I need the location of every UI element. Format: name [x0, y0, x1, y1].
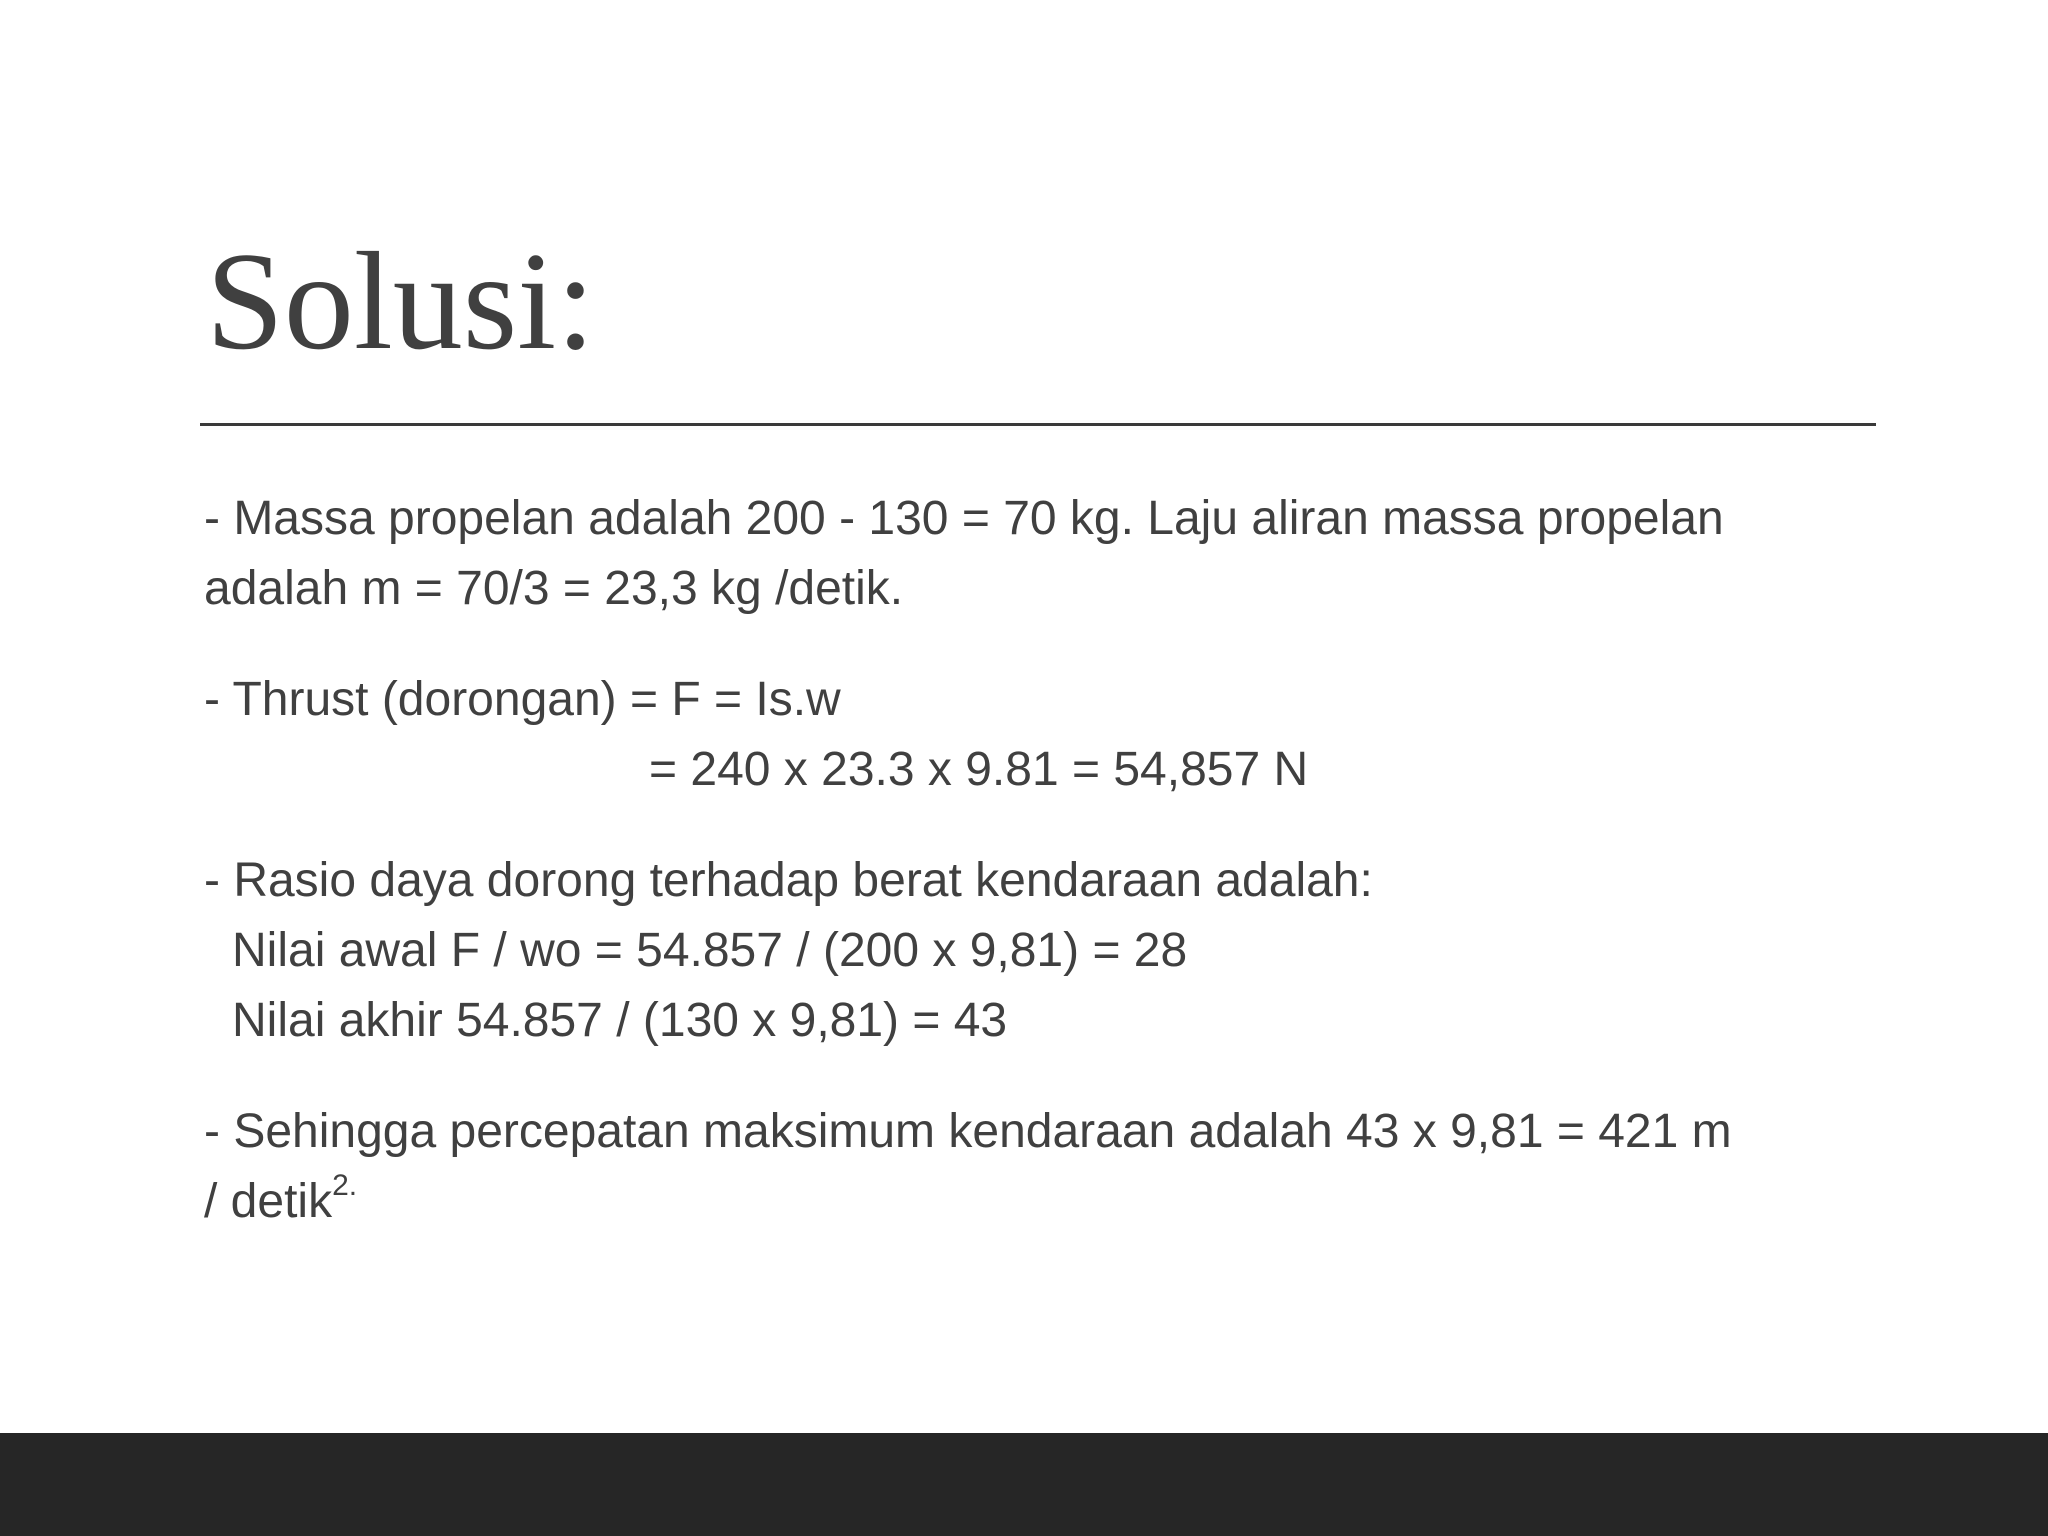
propellant-mass-line-1: - Massa propelan adalah 200 - 130 = 70 kg. Laju aliran massa propelan	[204, 492, 1724, 545]
paragraph-propellant-mass	[204, 484, 1884, 624]
thrust-ratio-initial: Nilai awal F / wo = 54.857 / (200 x 9,81) = 28	[232, 924, 1188, 977]
propellant-mass-line-2: adalah m = 70/3 = 23,3 kg /detik.	[204, 562, 904, 615]
thrust-ratio-line-1: - Rasio daya dorong terhadap berat kendaraan adalah:	[204, 854, 1373, 907]
paragraph-max-acceleration	[204, 1097, 1884, 1237]
thrust-ratio-final: Nilai akhir 54.857 / (130 x 9,81) = 43	[232, 994, 1008, 1047]
thrust-line-1: - Thrust (dorongan) = F = Is.w	[204, 673, 841, 726]
thrust-line-2: = 240 x 23.3 x 9.81 = 54,857 N	[649, 743, 1309, 796]
paragraph-thrust	[204, 665, 1884, 805]
max-acceleration-superscript: 2.	[332, 1169, 358, 1202]
max-acceleration-line-2	[204, 1167, 1884, 1237]
max-acceleration-line-1: - Sehingga percepatan maksimum kendaraan adalah 43 x 9,81 = 421 m	[204, 1105, 1732, 1158]
max-acceleration-unit: / detik	[204, 1175, 333, 1228]
slide-title: Solusi:	[206, 224, 596, 379]
slide-body	[204, 484, 1884, 1278]
title-divider	[200, 423, 1876, 426]
paragraph-thrust-ratio	[204, 846, 1884, 1056]
footer-bar	[0, 1433, 2048, 1536]
